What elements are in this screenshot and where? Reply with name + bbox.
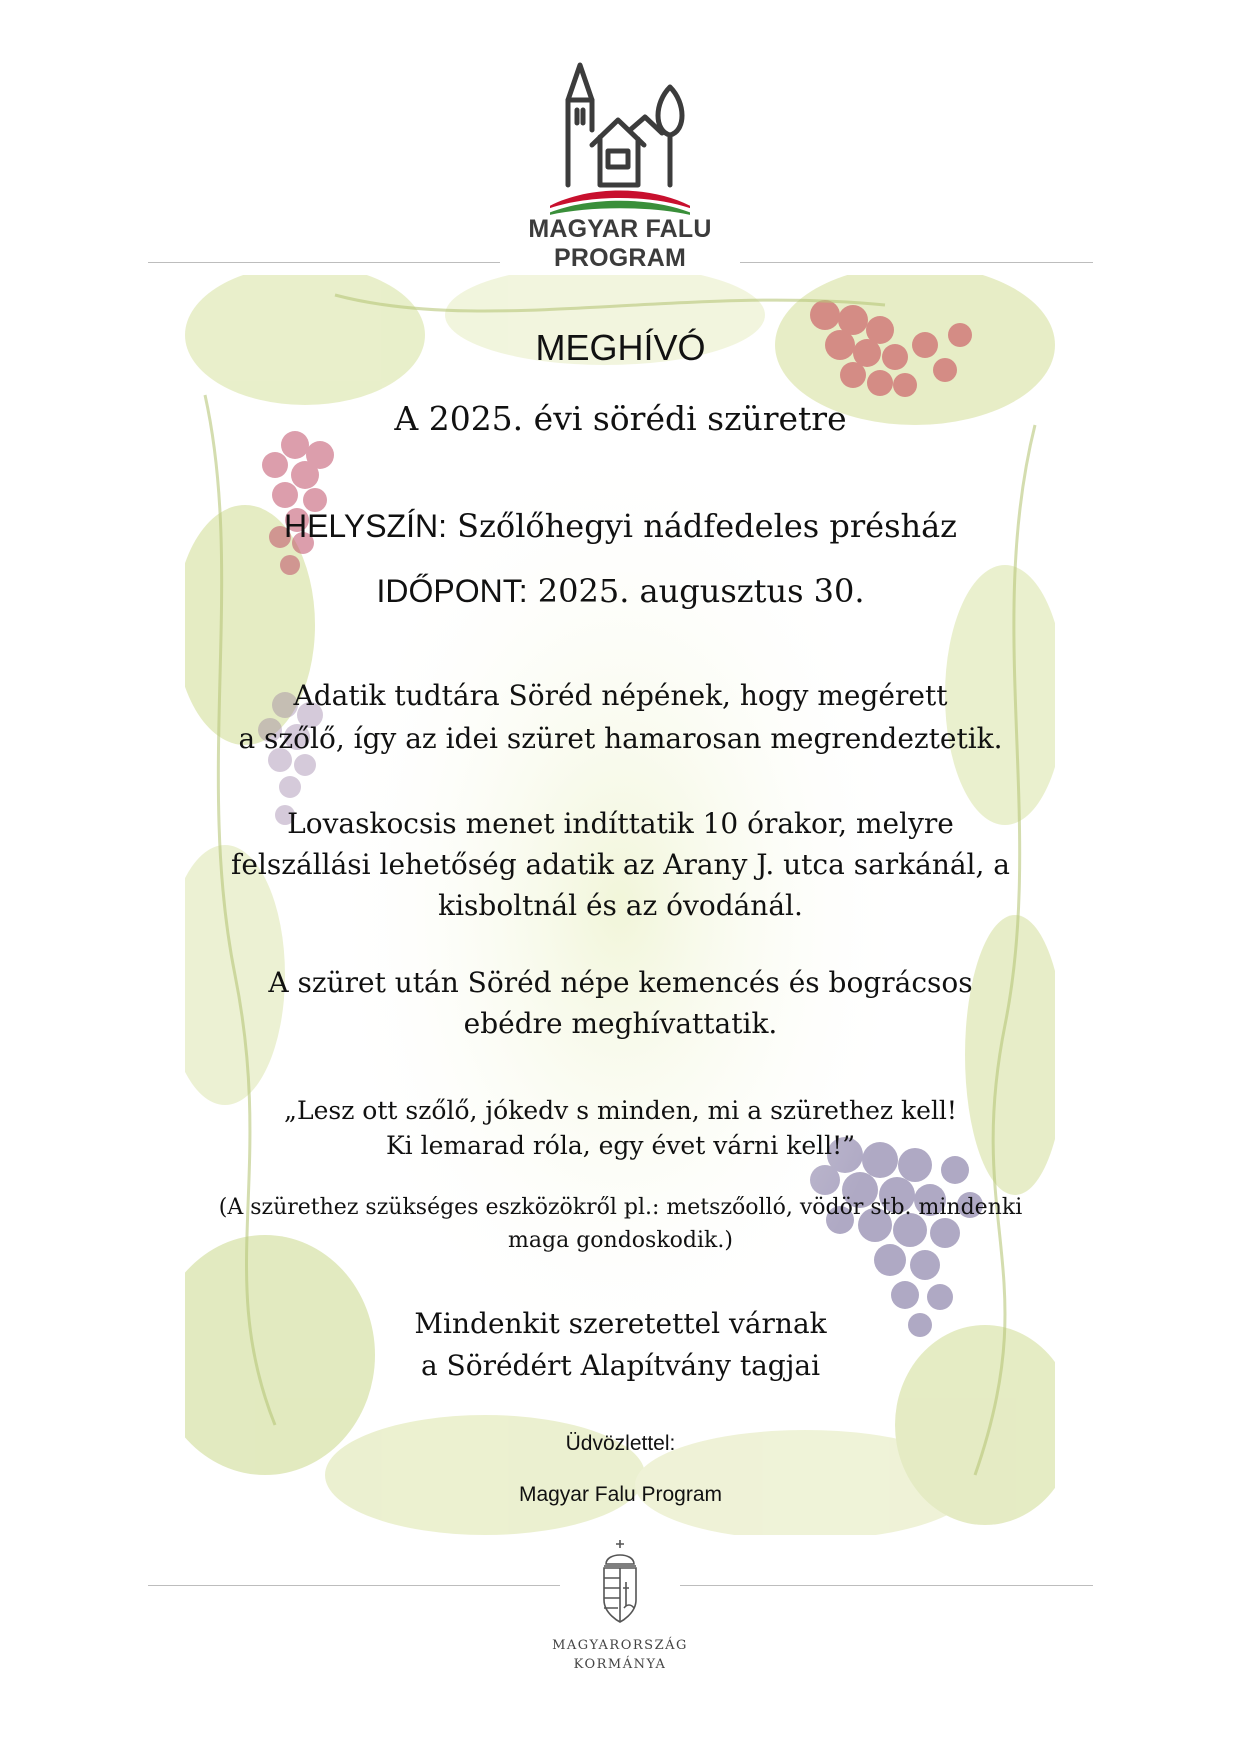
logo-text xyxy=(520,215,720,273)
paragraph-2-line-1: Lovaskocsis menet indíttatik 10 órakor, melyre xyxy=(287,807,954,840)
paragraph-2-line-3: kisboltnál és az óvodánál. xyxy=(438,889,803,922)
paragraph-3-line-1: A szüret után Söréd népe kemencés és bográcsos xyxy=(268,966,973,999)
date-label: IDŐPONT: xyxy=(376,573,528,609)
closing-line-2: a Sörédért Alapítvány tagjai xyxy=(420,1349,821,1382)
date-line xyxy=(0,570,1241,612)
closing-line-1: Mindenkit szeretettel várnak xyxy=(414,1307,827,1340)
footer-divider-left xyxy=(148,1585,560,1586)
village-church-icon xyxy=(550,55,690,220)
government-line-2: KORMÁNYA xyxy=(573,1657,667,1672)
quote-line-2: Ki lemarad róla, egy évet várni kell!” xyxy=(386,1131,855,1160)
paragraph-3-line-2: ebédre meghívattatik. xyxy=(463,1007,778,1040)
note-line-2: maga gondoskodik.) xyxy=(508,1228,733,1253)
logo-line-2: PROGRAM xyxy=(554,244,686,272)
paragraph-1-line-1: Adatik tudtára Söréd népének, hogy megérett xyxy=(293,679,948,712)
quote-line-1: „Lesz ott szőlő, jókedv s minden, mi a szürethez kell! xyxy=(284,1096,957,1125)
place-label: HELYSZÍN: xyxy=(283,508,447,544)
signature: Magyar Falu Program xyxy=(518,1483,723,1506)
coat-of-arms-icon xyxy=(598,1538,642,1628)
header-divider-left xyxy=(148,262,500,263)
magyar-falu-program-logo xyxy=(520,55,720,272)
paragraph-2-line-2: felszállási lehetőség adatik az Arany J. utca sarkánál, a xyxy=(230,848,1010,881)
place-value: Szőlőhegyi nádfedeles présház xyxy=(446,507,958,545)
greeting: Üdvözlettel: xyxy=(565,1432,676,1455)
logo-line-1: MAGYAR FALU xyxy=(528,215,712,243)
place-line xyxy=(0,505,1241,547)
footer-divider-right xyxy=(680,1585,1093,1586)
header-divider-right xyxy=(740,262,1093,263)
note-line-1: (A szürethez szükséges eszközökről pl.: metszőolló, vödör stb. mindenki xyxy=(218,1195,1023,1220)
government-line-1: MAGYARORSZÁG xyxy=(552,1638,688,1653)
date-value: 2025. augusztus 30. xyxy=(527,572,865,610)
invitation-title: MEGHÍVÓ xyxy=(535,327,706,368)
paragraph-1-line-2: a szőlő, így az idei szüret hamarosan megrendeztetik. xyxy=(238,722,1003,755)
invitation-subtitle: A 2025. évi sörédi szüretre xyxy=(394,399,847,438)
